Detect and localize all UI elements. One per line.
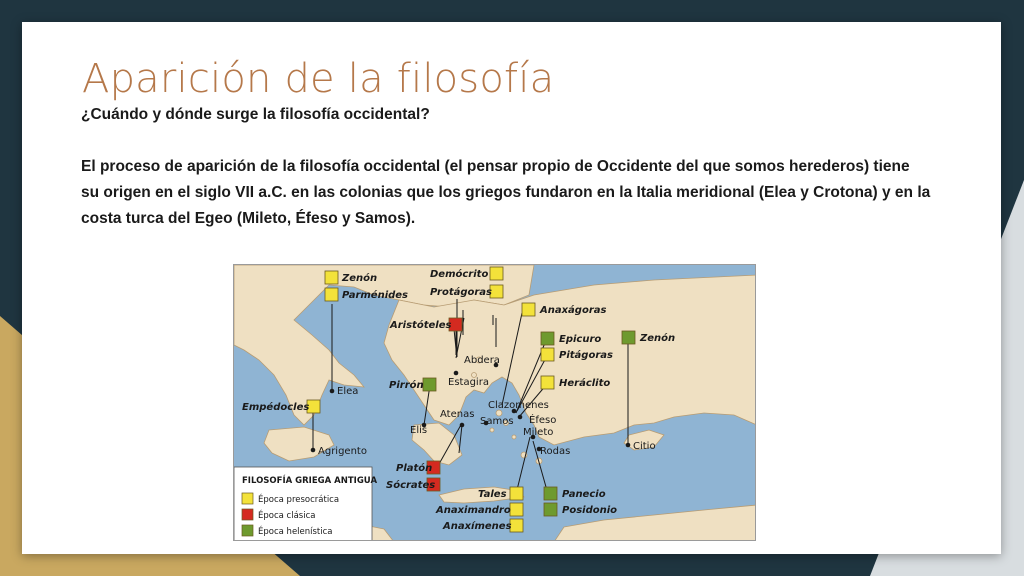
label-pitagoras: Pitágoras [559, 350, 613, 361]
place-estagira: Estagira [448, 377, 489, 388]
place-elis: Elis [410, 425, 428, 436]
marker-zenon-elea [325, 271, 338, 284]
label-parmenides: Parménides [342, 290, 409, 301]
place-atenas: Atenas [440, 409, 475, 420]
marker-pirron [423, 378, 436, 391]
marker-posidonio [544, 503, 557, 516]
label-posidonio: Posidonio [562, 505, 618, 516]
legend-title: FILOSOFÍA GRIEGA ANTIGUA [242, 476, 378, 486]
legend-item-presocratic: Época presocrática [258, 495, 340, 505]
marker-anaximenes [510, 519, 523, 532]
marker-tales [510, 487, 523, 500]
slide-paragraph: El proceso de aparición de la filosofía occidental (el pensar propio de Occidente del que somos herederos) tiene su origen en el siglo VII a.C. en las colonias que los griegos fundaron en la Italia meridional (Elea y Crotona) y en la costa turca del Egeo (Mileto, Éfeso y Samos). [81, 158, 931, 227]
legend-swatch-classic [242, 509, 253, 520]
label-aristoteles: Aristóteles [390, 320, 452, 331]
place-samos: Samos [480, 416, 514, 427]
label-anaxagoras: Anaxágoras [540, 305, 607, 316]
label-anaximandro: Anaximandro [436, 505, 511, 516]
label-panecio: Panecio [562, 489, 606, 500]
marker-parmenides [325, 288, 338, 301]
philosophy-map [233, 264, 756, 541]
label-socrates: Sócrates [386, 480, 436, 491]
marker-panecio [544, 487, 557, 500]
marker-zenon-citio [622, 331, 635, 344]
map-legend [234, 467, 377, 541]
place-clazomenes: Clazomenes [488, 400, 549, 411]
label-democrito: Demócrito [430, 269, 489, 280]
label-protagoras: Protágoras [430, 287, 493, 298]
label-anaximenes: Anaxímenes [443, 521, 512, 532]
label-epicuro: Epicuro [559, 334, 602, 345]
slide-title: Aparición de la filosofía [82, 56, 555, 102]
place-agrigento: Agrigento [318, 446, 367, 457]
label-zenon-elea: Zenón [342, 273, 378, 284]
label-pirron: Pirrón [389, 380, 424, 391]
marker-heraclito [541, 376, 554, 389]
label-heraclito: Heráclito [559, 378, 611, 389]
label-platon: Platón [396, 463, 433, 474]
map-canvas [234, 265, 756, 541]
label-zenon-citio: Zenón [640, 333, 676, 344]
legend-item-classic: Época clásica [258, 511, 316, 521]
place-elea: Elea [337, 386, 359, 397]
marker-democrito [490, 267, 503, 280]
marker-anaxagoras [522, 303, 535, 316]
place-abdera: Abdera [464, 355, 500, 366]
place-rodas: Rodas [540, 446, 571, 457]
place-citio: Citio [633, 441, 656, 452]
label-empedocles: Empédocles [242, 402, 310, 413]
marker-pitagoras [541, 348, 554, 361]
marker-epicuro [541, 332, 554, 345]
place-efeso: Éfeso [529, 415, 557, 426]
place-mileto: Mileto [523, 427, 554, 438]
legend-item-hellenistic: Época helenística [258, 527, 333, 537]
label-tales: Tales [478, 489, 507, 500]
legend-swatch-hellenistic [242, 525, 253, 536]
slide-question: ¿Cuándo y dónde surge la filosofía occidental? [81, 106, 430, 123]
marker-anaximandro [510, 503, 523, 516]
legend-swatch-presocratic [242, 493, 253, 504]
